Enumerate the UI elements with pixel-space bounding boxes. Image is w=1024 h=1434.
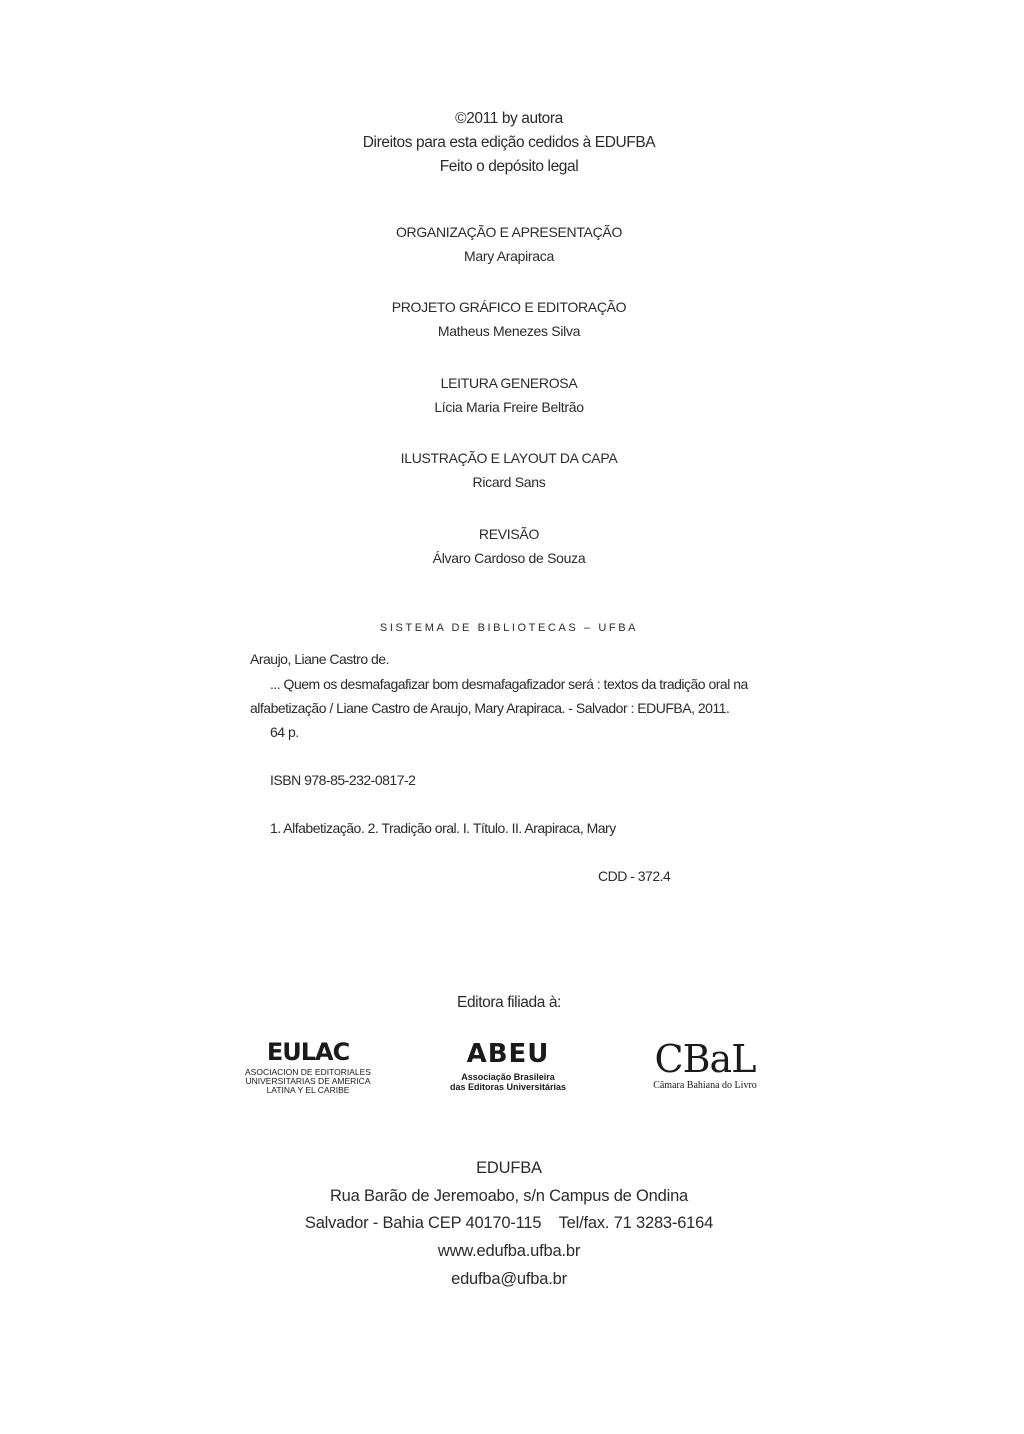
eulac-text-line3: LATINA Y EL CARIBE <box>266 1085 350 1095</box>
abeu-mark: ABEU <box>466 1039 550 1069</box>
credit-role-revisao: REVISÃO <box>478 526 540 542</box>
cbal-logo <box>640 1038 770 1100</box>
credit-role-organizacao: ORGANIZAÇÃO E APRESENTAÇÃO <box>395 224 623 240</box>
credit-name-leitura: Lícia Maria Freire Beltrão <box>434 399 584 415</box>
publisher-address-line1: Rua Barão de Jeremoabo, s/n Campus de Ondina <box>329 1187 689 1205</box>
rights-line: Direitos para esta edição cedidos à EDUFBA <box>362 134 656 151</box>
catalog-cdd: CDD - 372.4 <box>598 868 671 884</box>
affiliation-label: Editora filiada à: <box>457 994 561 1011</box>
eulac-text-line2: UNIVERSITARIAS DE AMERICA <box>245 1076 371 1086</box>
credit-name-projeto: Matheus Menezes Silva <box>437 323 581 339</box>
catalog-title-line1: ... Quem os desmafagafizar bom desmafagafizador será : textos da tradição oral na <box>270 676 748 692</box>
eulac-mark: EULAC <box>266 1038 350 1066</box>
credit-role-ilustracao: ILUSTRAÇÃO E LAYOUT DA CAPA <box>400 450 618 466</box>
abeu-logo <box>444 1040 572 1100</box>
abeu-text-line2: das Editoras Universitárias <box>449 1082 567 1092</box>
publisher-website-link[interactable]: www.edufba.ufba.br <box>437 1242 581 1260</box>
eulac-text-line1: ASOCIACION DE EDITORIALES <box>245 1067 371 1077</box>
copyright-line: ©2011 by autora <box>455 110 563 127</box>
catalog-heading: SISTEMA DE BIBLIOTECAS – UFBA <box>379 622 639 634</box>
credit-name-revisao: Álvaro Cardoso de Souza <box>432 550 586 566</box>
cbal-mark: CBaL <box>654 1037 756 1081</box>
publisher-name: EDUFBA <box>476 1159 542 1177</box>
cbal-text: Câmara Bahiana do Livro <box>653 1080 757 1091</box>
catalog-title-line2: alfabetização / Liane Castro de Araujo, Mary Arapiraca. - Salvador : EDUFBA, 2011. <box>250 700 730 716</box>
abeu-text-line1: Associação Brasileira <box>461 1072 555 1082</box>
catalog-subjects: 1. Alfabetização. 2. Tradição oral. I. Título. II. Arapiraca, Mary <box>270 820 616 836</box>
catalog-author: Araujo, Liane Castro de. <box>250 651 389 667</box>
eulac-logo <box>244 1040 372 1100</box>
publisher-email-link[interactable]: edufba@ufba.br <box>451 1270 567 1288</box>
credit-role-leitura: LEITURA GENEROSA <box>440 375 578 391</box>
legal-deposit-line: Feito o depósito legal <box>439 158 579 175</box>
credit-name-organizacao: Mary Arapiraca <box>464 248 554 264</box>
publisher-address-line2: Salvador - Bahia CEP 40170-115 Tel/fax. 71 3283-6164 <box>304 1214 714 1232</box>
catalog-pages: 64 p. <box>270 724 299 740</box>
credit-name-ilustracao: Ricard Sans <box>472 474 546 490</box>
catalog-isbn: ISBN 978-85-232-0817-2 <box>270 772 416 788</box>
credit-role-projeto: PROJETO GRÁFICO E EDITORAÇÃO <box>391 299 627 315</box>
